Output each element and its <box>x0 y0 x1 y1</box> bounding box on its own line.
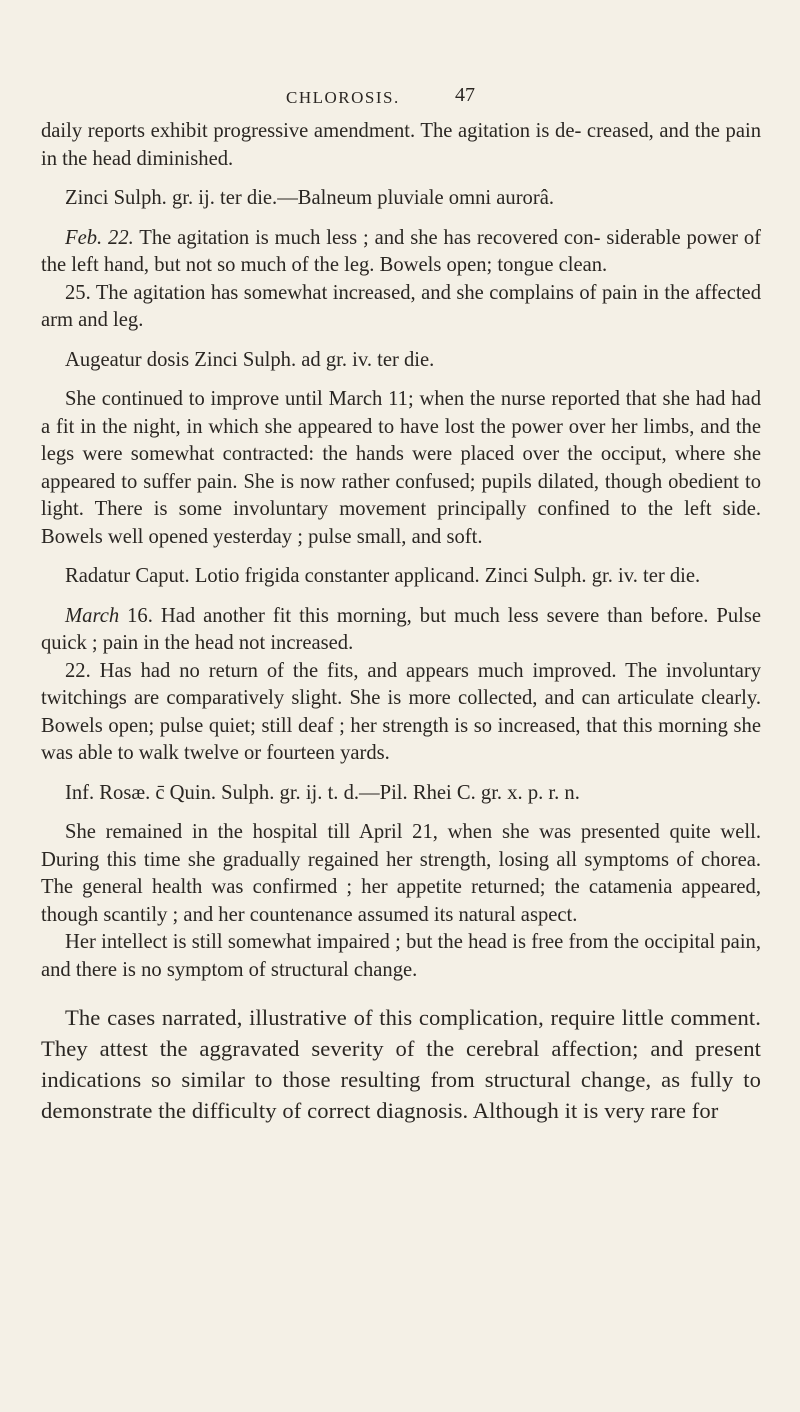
running-title: CHLOROSIS. <box>286 88 400 107</box>
paragraph-feb-22-text: The agitation is much less ; and she has recovered con- siderable power of the left hand, but not so much of the leg. Bowels open; tongue clean. <box>41 226 761 276</box>
prescription-1: Zinci Sulph. gr. ij. ter die.—Balneum pluviale omni aurorâ. <box>65 187 555 209</box>
paragraph-continuation: daily reports exhibit progressive amendment. The agitation is de- creased, and the pain in the head diminished. <box>41 120 761 170</box>
body-text <box>41 118 761 1126</box>
page-number: 47 <box>455 84 475 106</box>
date-march-16: March <box>65 604 120 627</box>
paragraph-march-11: She continued to improve until March 11; when the nurse reported that she had had a fit in the night, in which she appeared to have lost the power over her limbs, and the legs were somewhat contracted: the hands were placed over the occiput, where she appeared to suffer pain. She is now rather confused; pupils dilated, though obedient to light. There is some involuntary movement principally confined to the left side. Bowels well opened yesterday ; pulse small, and soft. <box>41 388 761 548</box>
prescription-4: Inf. Rosæ. c̄ Quin. Sulph. gr. ij. t. d.—Pil. Rhei C. gr. x. p. r. n. <box>65 781 580 804</box>
paragraph-closing: The cases narrated, illustrative of this complication, require little comment. They attest the aggravated severity of the cerebral affection; and present indications so similar to those resulting from structural change, as fully to demonstrate the difficulty of correct diagnosis. Although it is very rare for <box>41 1005 761 1123</box>
paragraph-feb-22 <box>41 225 761 280</box>
prescription-3: Radatur Caput. Lotio frigida constanter applicand. Zinci Sulph. gr. iv. ter die. <box>65 565 701 587</box>
date-feb-22: Feb. 22. <box>65 226 134 249</box>
paragraph-march-16 <box>41 603 761 658</box>
paragraph-22: 22. Has had no return of the fits, and appears much improved. The involuntary twitchings are comparatively slight. She is more collected, and can articulate clearly. Bowels open; pulse quiet; still deaf ; her strength is so increased, that this morning she was able to walk twelve or fourteen yards. <box>41 659 761 764</box>
paragraph-25: 25. The agitation has somewhat increased, and she complains of pain in the affected arm and leg. <box>41 281 761 331</box>
prescription-2: Augeatur dosis Zinci Sulph. ad gr. iv. ter die. <box>65 348 435 371</box>
paragraph-march-16-text: 16. Had another fit this morning, but much less severe than before. Pulse quick ; pain in the head not increased. <box>41 604 761 654</box>
running-head <box>0 84 800 114</box>
paragraph-intellect: Her intellect is still somewhat impaired ; but the head is free from the occipital pain, and there is no symptom of structural change. <box>41 931 761 981</box>
paragraph-april: She remained in the hospital till April 21, when she was presented quite well. During this time she gradually regained her strength, losing all symptoms of chorea. The general health was confirmed ; her appetite returned; the catamenia appeared, though scantily ; and her countenance assumed its natural aspect. <box>41 821 761 926</box>
